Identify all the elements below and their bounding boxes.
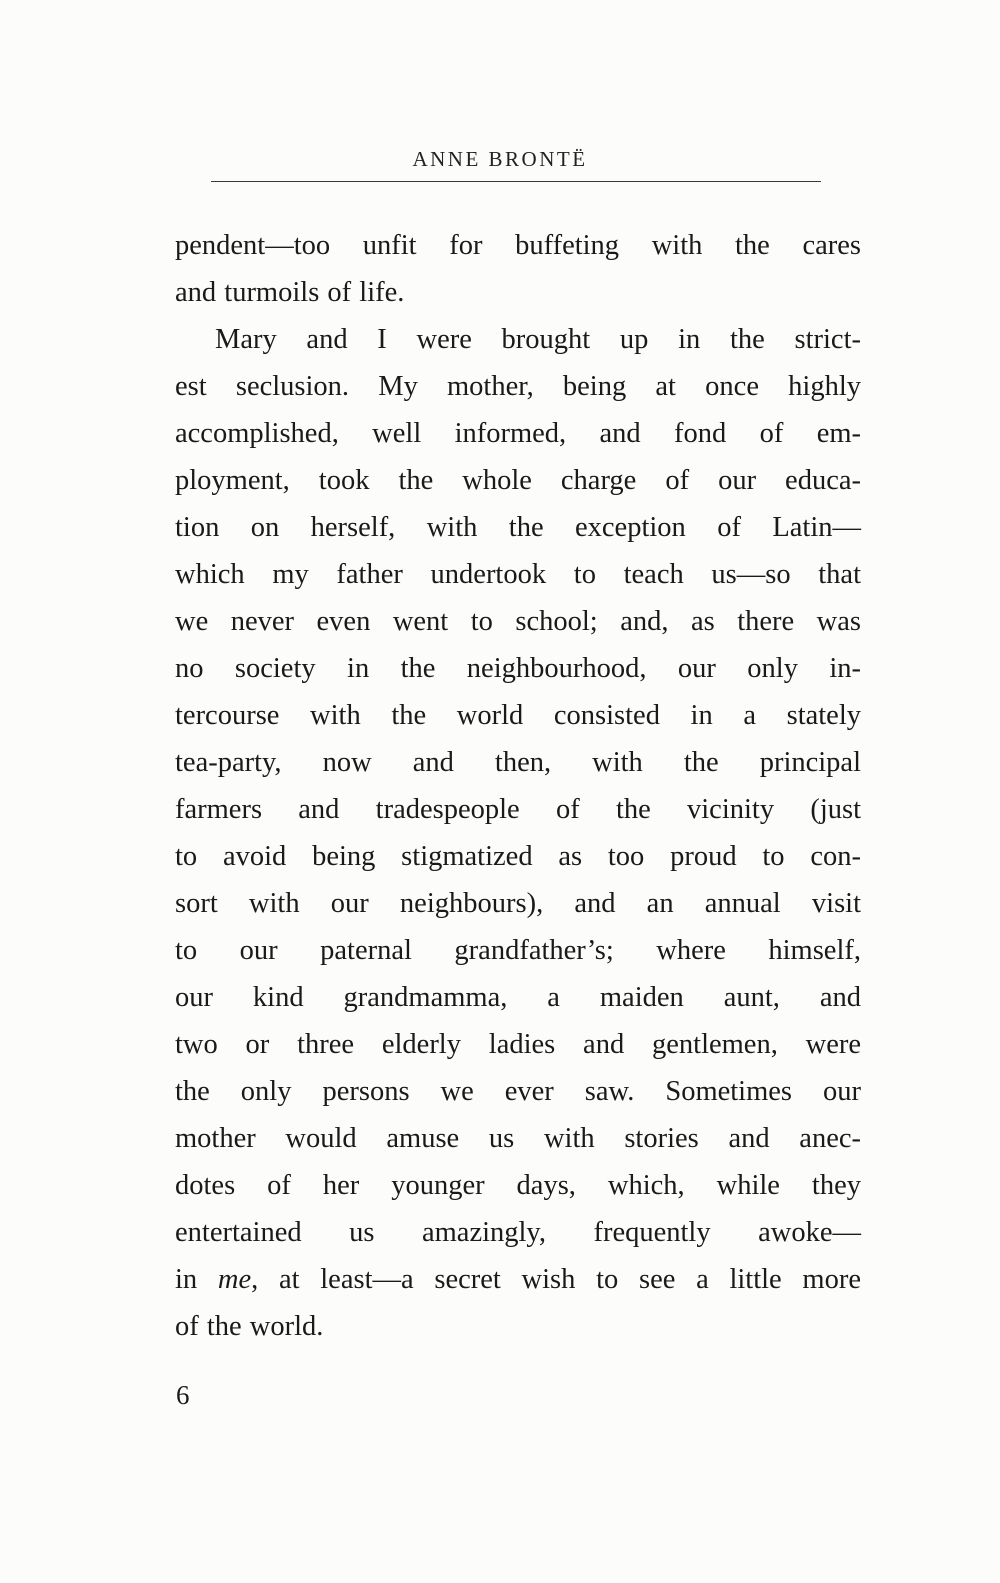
text-line: no society in the neighbourhood, our only in- [175, 653, 861, 684]
text-line: and turmoils of life. [175, 277, 405, 308]
text-line: dotes of her younger days, which, while they [175, 1170, 861, 1201]
text-line: two or three elderly ladies and gentlemen, were [175, 1029, 861, 1060]
text-line: tion on herself, with the exception of Latin— [175, 512, 861, 543]
text-line: accomplished, well informed, and fond of em- [175, 418, 861, 449]
text-line: our kind grandmamma, a maiden aunt, and [175, 982, 861, 1013]
running-header: ANNE BRONTË [412, 147, 588, 171]
body-text [175, 222, 861, 1350]
text-line: ployment, took the whole charge of our educa- [175, 465, 861, 496]
text-line: which my father undertook to teach us—so that [175, 559, 861, 590]
text-line: the only persons we ever saw. Sometimes our [175, 1076, 861, 1107]
text-line: mother would amuse us with stories and anec- [175, 1123, 861, 1154]
text-line: to avoid being stigmatized as too proud to con- [175, 841, 861, 872]
text-line: we never even went to school; and, as there was [175, 606, 861, 637]
text-line: farmers and tradespeople of the vicinity (just [175, 794, 861, 825]
text-line: entertained us amazingly, frequently awoke— [175, 1217, 861, 1248]
text-line: of the world. [175, 1311, 324, 1342]
text-line: est seclusion. My mother, being at once highly [175, 371, 861, 402]
text-line: sort with our neighbours), and an annual visit [175, 888, 861, 919]
text-line: tea-party, now and then, with the principal [175, 747, 861, 778]
text-line: to our paternal grandfather’s; where himself, [175, 935, 861, 966]
header-rule [211, 181, 821, 182]
text-line: tercourse with the world consisted in a stately [175, 700, 861, 731]
page-number: 6 [176, 1380, 190, 1410]
text-line: pendent—too unfit for buffeting with the cares [175, 230, 861, 261]
text-line: in me, at least—a secret wish to see a little more [175, 1264, 861, 1295]
text-line: Mary and I were brought up in the strict- [215, 324, 861, 355]
